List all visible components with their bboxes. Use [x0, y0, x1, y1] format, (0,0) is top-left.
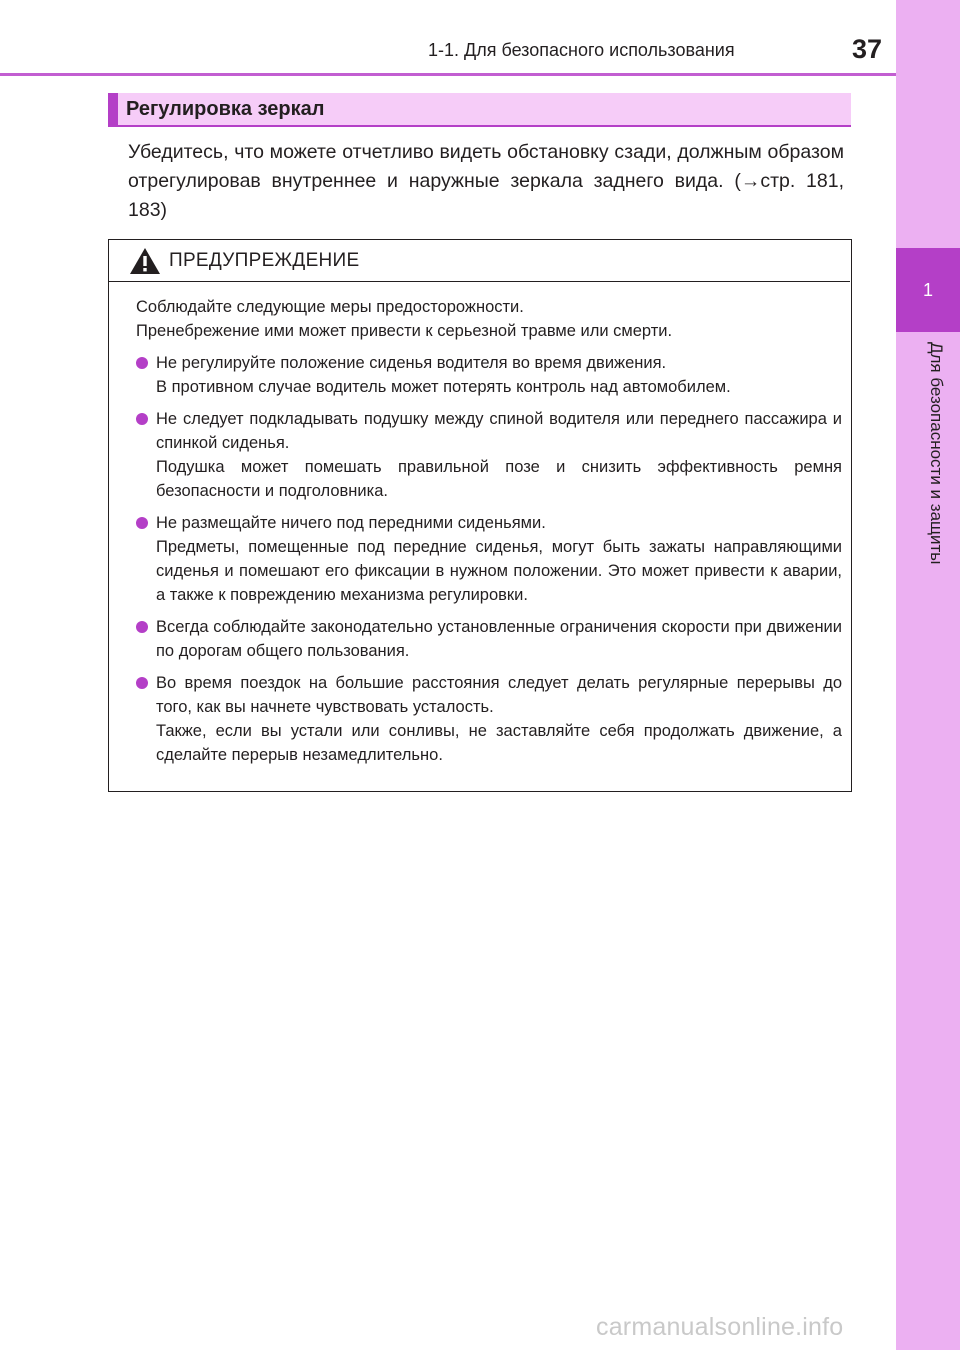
bullet-dot-icon	[136, 517, 148, 529]
warning-item	[136, 511, 842, 607]
running-header: 1-1. Для безопасного использования	[428, 40, 735, 60]
warning-item-detail: Предметы, помещенные под передние сиденья, могут быть зажаты направляющими сиденья и помешают его фиксации в нужном положении. Это может привести к аварии, а также к повреждению механизма регулировки.	[156, 538, 842, 604]
warning-item-text: Не регулируйте положение сиденья водителя во время движения.	[156, 354, 667, 372]
side-chapter-tab	[896, 0, 960, 1350]
warning-item	[136, 671, 842, 767]
bullet-dot-icon	[136, 357, 148, 369]
warning-lead-line-2: Пренебрежение ими может привести к серьезной травме или смерти.	[136, 322, 673, 340]
section-title: Регулировка зеркал	[126, 98, 325, 120]
chapter-label: Для безопасности и защиты	[927, 342, 946, 565]
warning-item-text: Не следует подкладывать подушку между спиной водителя или переднего пассажира и спинкой сиденья.	[156, 410, 842, 452]
warning-lead	[136, 295, 842, 343]
section-heading-bar	[108, 93, 851, 127]
bullet-dot-icon	[136, 677, 148, 689]
section-intro: Убедитесь, что можете отчетливо видеть обстановку сзади, должным образом отрегулировав внутреннее и наружные зеркала заднего вида. (→стр. 181, 183)	[128, 141, 844, 221]
warning-heading: ПРЕДУПРЕЖДЕНИЕ	[169, 250, 360, 271]
watermark: carmanualsonline.info	[596, 1313, 844, 1341]
warning-body	[136, 295, 842, 775]
page-number: 37	[852, 34, 883, 64]
warning-header	[109, 240, 850, 282]
warning-item	[136, 615, 842, 663]
warning-item-text: Во время поездок на большие расстояния следует делать регулярные перерывы до того, как вы начнете чувствовать усталость.	[156, 674, 842, 716]
bullet-dot-icon	[136, 413, 148, 425]
warning-item-detail: В противном случае водитель может потерять контроль над автомобилем.	[156, 378, 731, 396]
warning-triangle-icon	[129, 247, 161, 275]
warning-item-detail: Также, если вы устали или сонливы, не заставляйте себя продолжать движение, а сделайте перерыв незамедлительно.	[156, 722, 842, 764]
section-accent	[108, 93, 118, 125]
chapter-number: 1	[896, 248, 960, 332]
warning-item-detail: Подушка может помешать правильной позе и снизить эффективность ремня безопасности и подголовника.	[156, 458, 842, 500]
warning-item	[136, 407, 842, 503]
warning-lead-line-1: Соблюдайте следующие меры предосторожности.	[136, 298, 524, 316]
bullet-dot-icon	[136, 621, 148, 633]
warning-item	[136, 351, 842, 399]
warning-item-text: Не размещайте ничего под передними сиденьями.	[156, 514, 546, 532]
warning-item-text: Всегда соблюдайте законодательно установленные ограничения скорости при движении по дорогам общего пользования.	[156, 618, 842, 660]
header-rule	[0, 73, 896, 76]
warning-box	[108, 239, 852, 792]
